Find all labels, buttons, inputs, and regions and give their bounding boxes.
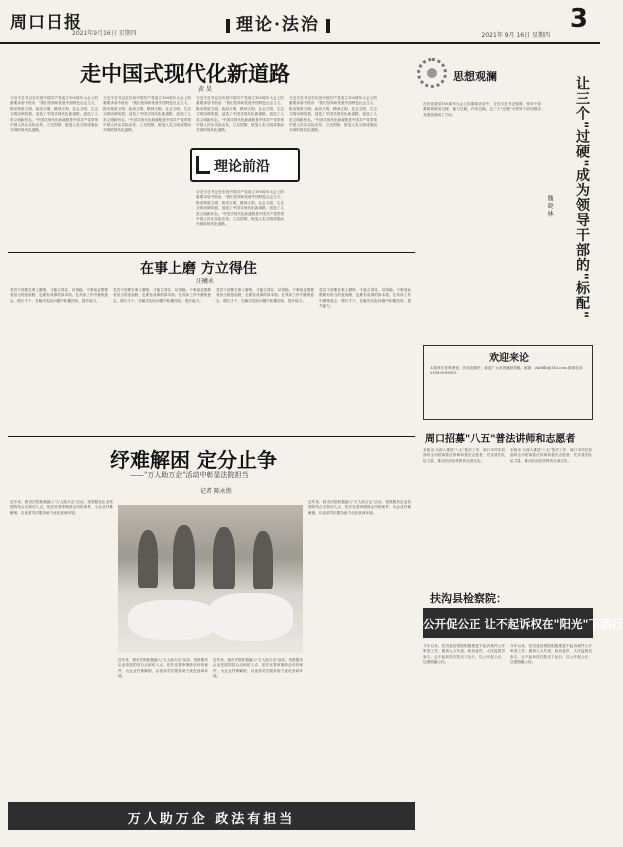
lead-author: 黄 昊 bbox=[198, 86, 212, 93]
feature-banner-label: 万人助万企 政法有担当 bbox=[127, 812, 296, 827]
feature-body-col3: 近年来，我市法院积极融入"万人助万企"活动，找准服务企业发展的结合点和切入点，依法妥善审理涉企纠纷案件，为企业纾难解困，以优质司法服务助力优化营商环境。 bbox=[213, 658, 303, 679]
second-title: 在事上磨 方立得住 bbox=[140, 261, 257, 277]
feature-body-col1: 近年来，我市法院积极融入"万人助万企"活动，找准服务企业发展的结合点和切入点，依法妥善审理涉企纠纷案件，为企业纾难解困，以优质司法服务助力优化营商环境。 bbox=[10, 500, 113, 515]
column-logo-icon bbox=[417, 58, 447, 88]
column-name: 思想观澜 bbox=[453, 70, 497, 83]
second-body-col1: 党员干部要在事上磨炼，才能立得住、站得稳。干事创业既要有担当的宽肩膀，也要有成事的真本领。在具体工作中磨炼意志、增长才干，在解决实际问题中积累经验、提升能力。 bbox=[10, 288, 108, 303]
column-title: 让三个"过硬"成为领导干部的"标配" bbox=[574, 76, 590, 320]
page-number: 3 bbox=[569, 4, 588, 34]
prosecution-head: 扶沟县检察院： bbox=[430, 592, 507, 605]
column-header bbox=[417, 58, 535, 98]
welcome-body: 本版常年征集理论、法治类稿件，欢迎广大读者踊跃投稿。邮箱：zkrbllb@163.com 联系电话：0394-8599615 bbox=[430, 366, 586, 376]
column-author: 魏 晓 林 bbox=[546, 195, 553, 217]
prosecution-body-col2: 今年以来，扶沟县检察院积极推进不起诉案件公开审查工作，邀请人大代表、政协委员、人民监督员参与，让不起诉权在阳光下运行，以公开促公正，以透明赢公信。 bbox=[510, 644, 592, 665]
lead-body-col4: 习近平总书记在庆祝中国共产党成立100周年大会上的重要讲话中指出："我们坚持和发展中国特色社会主义，推动物质文明、政治文明、精神文明、社会文明、生态文明协调发展，创造了中国式现代化新道路，创造了人类文明新形态。"中国式现代化新道路是中国共产党带领中国人民从实际出发、立足国情、借鉴人类文明成果而开辟的现代化道路。 bbox=[289, 96, 377, 133]
feature-author: 记者 陈永胜 bbox=[200, 488, 232, 495]
lead-body-col3: 习近平总书记在庆祝中国共产党成立100周年大会上的重要讲话中指出："我们坚持和发展中国特色社会主义，推动物质文明、政治文明、精神文明、社会文明、生态文明协调发展，创造了中国式现代化新道路，创造了人类文明新形态。"中国式现代化新道路是中国共产党带领中国人民从实际出发、立足国情、借鉴人类文明成果而开辟的现代化道路。 bbox=[196, 96, 284, 133]
lead-body-col2: 习近平总书记在庆祝中国共产党成立100周年大会上的重要讲话中指出："我们坚持和发展中国特色社会主义，推动物质文明、政治文明、精神文明、社会文明、生态文明协调发展，创造了中国式现代化新道路，创造了人类文明新形态。"中国式现代化新道路是中国共产党带领中国人民从实际出发、立足国情、借鉴人类文明成果而开辟的现代化道路。 bbox=[103, 96, 191, 133]
prosecution-title-box bbox=[423, 608, 623, 638]
right-news-body-col1: 本报讯 为深入推进"八五"普法工作，周口市司法局面向全市招募普法讲师和普法志愿者，充实普法队伍力量，推动法治宣传教育走深走实。 bbox=[423, 448, 505, 463]
divider bbox=[8, 436, 415, 437]
feature-banner bbox=[8, 802, 415, 830]
masthead-date: 2021年 9月 16日 星期四 bbox=[481, 32, 550, 39]
lead-title: 走中国式现代化新道路 bbox=[80, 61, 290, 86]
lead-body-col5: 习近平总书记在庆祝中国共产党成立100周年大会上的重要讲话中指出："我们坚持和发展中国特色社会主义，推动物质文明、政治文明、精神文明、社会文明、生态文明协调发展，创造了中国式现代化新道路，创造了人类文明新形态。"中国式现代化新道路是中国共产党带领中国人民从实际出发、立足国情、借鉴人类文明成果而开辟的现代化道路。 bbox=[196, 190, 284, 227]
column-body-col1: 在庆祝建党100周年大会上的重要讲话中，习近平总书记强调，领导干部要做到政治过硬、能力过硬、作风过硬。这三个"过硬"为领导干部加强自身建设指明了方向。 bbox=[423, 102, 541, 117]
paper-name: 周口日报 bbox=[10, 13, 82, 33]
theory-banner bbox=[190, 148, 300, 182]
section-title: 理论·法治 bbox=[220, 10, 336, 35]
divider bbox=[8, 252, 415, 253]
theory-banner-label: 理论前沿 bbox=[214, 159, 270, 175]
second-body-col3: 党员干部要在事上磨炼，才能立得住、站得稳。干事创业既要有担当的宽肩膀，也要有成事的真本领。在具体工作中磨炼意志、增长才干，在解决实际问题中积累经验、提升能力。 bbox=[216, 288, 314, 303]
prosecution-body-col1: 今年以来，扶沟县检察院积极推进不起诉案件公开审查工作，邀请人大代表、政协委员、人民监督员参与，让不起诉权在阳光下运行，以公开促公正，以透明赢公信。 bbox=[423, 644, 505, 665]
masthead bbox=[0, 0, 600, 44]
masthead-meta: 2021年9月16日 星期四 bbox=[72, 30, 137, 37]
right-news-body-col2: 本报讯 为深入推进"八五"普法工作，周口市司法局面向全市招募普法讲师和普法志愿者，充实普法队伍力量，推动法治宣传教育走深走实。 bbox=[510, 448, 592, 463]
prosecution-title: 公开促公正 让不起诉权在"阳光"下运行 bbox=[423, 617, 623, 631]
feature-body-col4: 近年来，我市法院积极融入"万人助万企"活动，找准服务企业发展的结合点和切入点，依法妥善审理涉企纠纷案件，为企业纾难解困，以优质司法服务助力优化营商环境。 bbox=[308, 500, 411, 515]
feature-title: 纾难解困 定分止争 bbox=[110, 448, 277, 472]
welcome-title: 欢迎来论 bbox=[489, 353, 529, 364]
feature-body-col2: 近年来，我市法院积极融入"万人助万企"活动，找准服务企业发展的结合点和切入点，依法妥善审理涉企纠纷案件，为企业纾难解困，以优质司法服务助力优化营商环境。 bbox=[118, 658, 208, 679]
second-body-col2: 党员干部要在事上磨炼，才能立得住、站得稳。干事创业既要有担当的宽肩膀，也要有成事的真本领。在具体工作中磨炼意志、增长才干，在解决实际问题中积累经验、提升能力。 bbox=[113, 288, 211, 303]
second-body-col4: 党员干部要在事上磨炼，才能立得住、站得稳。干事创业既要有担当的宽肩膀，也要有成事的真本领。在具体工作中磨炼意志、增长才干，在解决实际问题中积累经验、提升能力。 bbox=[319, 288, 411, 309]
right-news-title: 周口招募"八五"普法讲师和志愿者 bbox=[425, 434, 576, 445]
second-author: 汪曦永 bbox=[196, 278, 215, 285]
quill-icon bbox=[196, 156, 210, 174]
news-photo bbox=[118, 505, 303, 653]
lead-body-col1: 习近平总书记在庆祝中国共产党成立100周年大会上的重要讲话中指出："我们坚持和发展中国特色社会主义，推动物质文明、政治文明、精神文明、社会文明、生态文明协调发展，创造了中国式现代化新道路，创造了人类文明新形态。"中国式现代化新道路是中国共产党带领中国人民从实际出发、立足国情、借鉴人类文明成果而开辟的现代化道路。 bbox=[10, 96, 98, 133]
welcome-box bbox=[423, 345, 593, 420]
feature-subtitle: ——"万人助万企"活动中彰显法院担当 bbox=[130, 471, 249, 479]
